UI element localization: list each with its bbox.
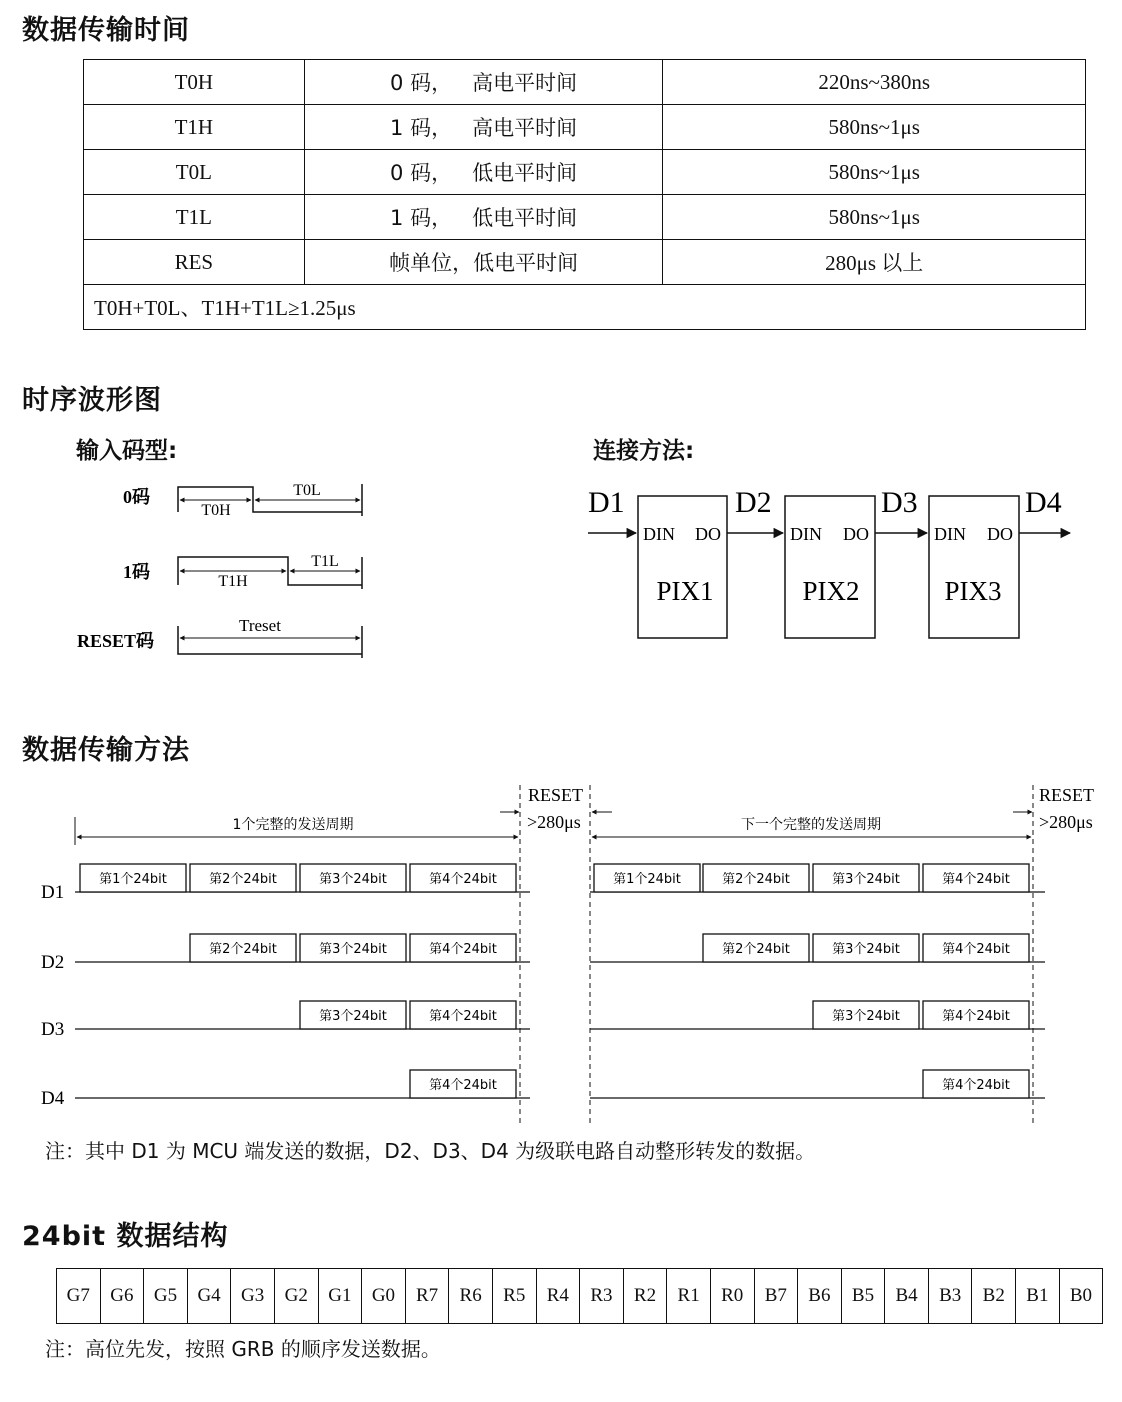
bit-cell: B6 xyxy=(798,1269,842,1323)
pix1-din: DIN xyxy=(643,524,675,544)
period1-label: 1个完整的发送周期 xyxy=(232,817,354,833)
pix2-din: DIN xyxy=(790,524,822,544)
data-block-label: 第4个24bit xyxy=(429,1009,497,1024)
reset-code-label: RESET码 xyxy=(77,631,155,651)
reset2-label: RESET xyxy=(1039,785,1095,805)
bit-cell: G2 xyxy=(275,1269,319,1323)
data-block-label: 第3个24bit xyxy=(832,1009,900,1024)
signal-d1: D1 xyxy=(588,486,625,519)
bit-cell: G4 xyxy=(188,1269,232,1323)
bit-cell: G3 xyxy=(231,1269,275,1323)
data-block-label: 第2个24bit xyxy=(209,942,277,957)
pix2-block xyxy=(785,496,875,638)
data-block-label: 第4个24bit xyxy=(942,1009,1010,1024)
timing-cell-name: T0L xyxy=(84,150,305,195)
timing-cell-name: RES xyxy=(84,240,305,285)
t0l-label: T0L xyxy=(293,482,321,499)
pix3-do: DO xyxy=(987,524,1013,544)
bit-cell: G5 xyxy=(144,1269,188,1323)
pix1-name: PIX1 xyxy=(656,576,714,606)
bit-cell: B3 xyxy=(929,1269,973,1323)
data-block-label: 第4个24bit xyxy=(942,942,1010,957)
bit-cell: B1 xyxy=(1016,1269,1060,1323)
section-title-24bit-structure: 24bit 数据结构 xyxy=(22,1221,229,1252)
data-block-label: 第4个24bit xyxy=(942,1078,1010,1093)
line-label-d2: D2 xyxy=(41,952,65,973)
bit-cell: B5 xyxy=(842,1269,886,1323)
pix3-block xyxy=(929,496,1019,638)
t1l-label: T1L xyxy=(311,553,339,570)
timing-footer: T0H+T0L、T1H+T1L≥1.25μs xyxy=(84,285,1086,330)
bit-structure-row xyxy=(56,1268,1103,1324)
data-block-label: 第1个24bit xyxy=(613,872,681,887)
bit-cell: B7 xyxy=(755,1269,799,1323)
pix3-din: DIN xyxy=(934,524,966,544)
line-label-d3: D3 xyxy=(41,1019,65,1040)
transfer-note: 注：其中 D1 为 MCU 端发送的数据，D2、D3、D4 为级联电路自动整形转发的数据。 xyxy=(45,1139,816,1163)
treset-label: Treset xyxy=(239,616,281,635)
data-block-label: 第4个24bit xyxy=(942,872,1010,887)
bit-cell: B0 xyxy=(1060,1269,1104,1323)
section-title-timing-waveform: 时序波形图 xyxy=(22,385,162,416)
section-title-transfer-time: 数据传输时间 xyxy=(22,15,190,46)
period2-label: 下一个完整的发送周期 xyxy=(741,817,881,833)
data-block-label: 第4个24bit xyxy=(429,1078,497,1093)
transfer-method-diagram xyxy=(41,785,1094,1125)
timing-cell-desc: 0 码， 低电平时间 xyxy=(304,150,663,195)
timing-cell-name: T0H xyxy=(84,60,305,105)
bit-cell: B2 xyxy=(972,1269,1016,1323)
data-block-label: 第3个24bit xyxy=(832,942,900,957)
signal-d2: D2 xyxy=(735,486,772,519)
bit-cell: R2 xyxy=(624,1269,668,1323)
bit-cell: G7 xyxy=(57,1269,101,1323)
pix1-do: DO xyxy=(695,524,721,544)
bit-cell: G6 xyxy=(101,1269,145,1323)
waveform-0-code xyxy=(123,482,362,519)
data-block-label: 第3个24bit xyxy=(319,942,387,957)
signal-d3: D3 xyxy=(881,486,918,519)
timing-cell-value: 580ns~1μs xyxy=(663,150,1086,195)
bit-cell: R0 xyxy=(711,1269,755,1323)
signal-d4: D4 xyxy=(1025,486,1062,519)
data-block-label: 第1个24bit xyxy=(99,872,167,887)
bit-cell: R4 xyxy=(537,1269,581,1323)
timing-cell-desc: 帧单位，低电平时间 xyxy=(304,240,663,285)
bit-cell: R5 xyxy=(493,1269,537,1323)
timing-cell-name: T1L xyxy=(84,195,305,240)
bit-cell: R1 xyxy=(667,1269,711,1323)
waveform-reset-code xyxy=(77,616,362,658)
line-label-d4: D4 xyxy=(41,1088,65,1109)
pix1-block xyxy=(638,496,727,638)
reset1-time: >280μs xyxy=(527,812,581,832)
data-block-label: 第2个24bit xyxy=(722,942,790,957)
pix2-do: DO xyxy=(843,524,869,544)
reset2-time: >280μs xyxy=(1039,812,1093,832)
code1-label: 1码 xyxy=(123,562,150,582)
bit-structure-note: 注：高位先发，按照 GRB 的顺序发送数据。 xyxy=(45,1337,441,1361)
waveform-1-code xyxy=(123,553,362,590)
timing-cell-desc: 1 码， 低电平时间 xyxy=(304,195,663,240)
t1h-label: T1H xyxy=(218,573,248,590)
connection-title: 连接方法: xyxy=(593,438,695,464)
bit-cell: R6 xyxy=(449,1269,493,1323)
timing-cell-value: 580ns~1μs xyxy=(663,105,1086,150)
bit-cell: R3 xyxy=(580,1269,624,1323)
timing-cell-value: 280μs 以上 xyxy=(663,240,1086,285)
timing-cell-value: 580ns~1μs xyxy=(663,195,1086,240)
section-title-transfer-method: 数据传输方法 xyxy=(22,735,190,766)
line-label-d1: D1 xyxy=(41,882,65,903)
timing-cell-desc: 1 码， 高电平时间 xyxy=(304,105,663,150)
data-block-label: 第2个24bit xyxy=(209,872,277,887)
data-block-label: 第4个24bit xyxy=(429,872,497,887)
data-block-label: 第2个24bit xyxy=(722,872,790,887)
timing-cell-value: 220ns~380ns xyxy=(663,60,1086,105)
pix2-name: PIX2 xyxy=(802,576,860,606)
connection-diagram xyxy=(588,486,1070,638)
reset1-label: RESET xyxy=(528,785,584,805)
bit-cell: G1 xyxy=(319,1269,363,1323)
timing-cell-name: T1H xyxy=(84,105,305,150)
data-block-label: 第4个24bit xyxy=(429,942,497,957)
code0-label: 0码 xyxy=(123,487,150,507)
pix3-name: PIX3 xyxy=(944,576,1002,606)
data-block-label: 第3个24bit xyxy=(832,872,900,887)
bit-cell: B4 xyxy=(885,1269,929,1323)
bit-cell: G0 xyxy=(362,1269,406,1323)
input-code-title: 输入码型: xyxy=(76,438,178,464)
bit-cell: R7 xyxy=(406,1269,450,1323)
data-block-label: 第3个24bit xyxy=(319,872,387,887)
data-block-label: 第3个24bit xyxy=(319,1009,387,1024)
t0h-label: T0H xyxy=(201,502,231,519)
timing-cell-desc: 0 码， 高电平时间 xyxy=(304,60,663,105)
